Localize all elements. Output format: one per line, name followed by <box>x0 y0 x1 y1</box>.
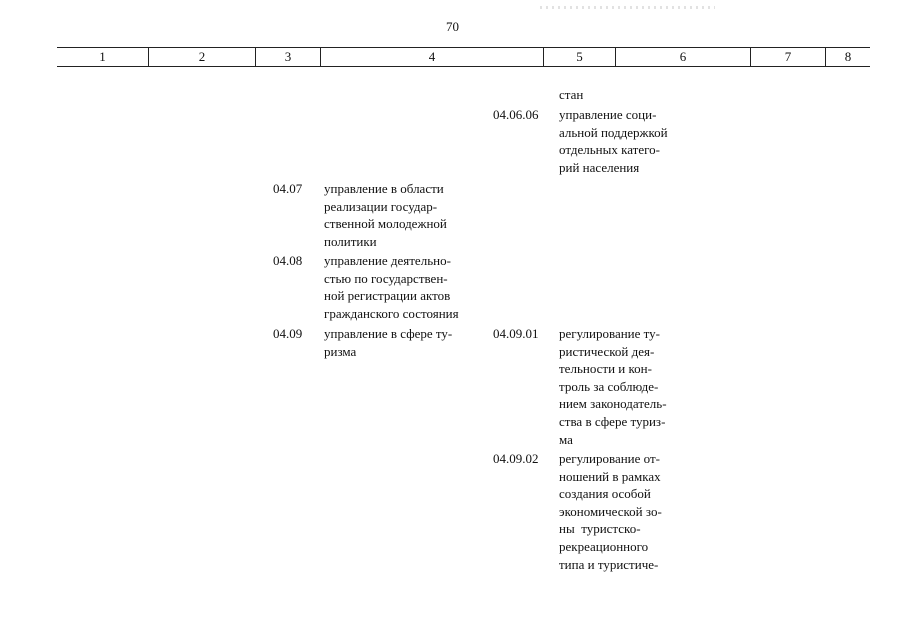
header-cell-6: 6 <box>616 48 751 66</box>
row-5-col6-line-6: типа и туристиче- <box>559 556 659 572</box>
header-cell-1: 1 <box>57 48 149 66</box>
row-2-col4-line-0: управление в области <box>324 181 444 196</box>
row-1-col6-line-3: рий населения <box>559 159 640 175</box>
row-5-col6-line-2: создания особой <box>559 486 651 502</box>
row-1-col6-line-0: управление соци- <box>559 107 657 122</box>
row-5-col6-line-1: ношений в рамках <box>559 468 661 484</box>
row-3-col4-line-2: ной регистрации актов <box>324 288 451 304</box>
row-5-col6-line-4: ны туристско- <box>559 521 641 537</box>
row-4-col6-line-1: ристической дея- <box>559 343 655 359</box>
row-4-col6-line-0: регулирование ту- <box>559 326 660 341</box>
row-2-col4-line-2: ственной молодежной <box>324 216 447 232</box>
header-cell-7: 7 <box>751 48 826 66</box>
row-2-col3-code: 04.07 <box>273 181 303 196</box>
row-5-col6-line-3: экономической зо- <box>559 503 662 519</box>
row-1-col6-line-2: отдельных катего- <box>559 142 660 158</box>
row-4-col4-line-1: ризма <box>324 343 357 359</box>
header-cell-5: 5 <box>544 48 616 66</box>
scan-noise <box>540 6 715 9</box>
row-3-col4-line-0: управление деятельно- <box>324 253 451 268</box>
row-4-col6-line-2: тельности и кон- <box>559 361 652 377</box>
row-2-col4-line-3: политики <box>324 233 377 249</box>
row-4-col4-line-0: управление в сфере ту- <box>324 326 453 341</box>
row-4-col5-code: 04.09.01 <box>493 326 539 341</box>
row-2-col4-line-1: реализации государ- <box>324 198 438 214</box>
page-number: 70 <box>446 19 459 34</box>
header-cell-4: 4 <box>321 48 544 66</box>
row-1-col5-code: 04.06.06 <box>493 107 539 122</box>
header-cell-8: 8 <box>844 49 852 64</box>
row-4-col6-line-4: нием законодатель- <box>559 396 667 412</box>
row-0-col6-line-0: стан <box>559 87 584 102</box>
row-4-col6-line-5: ства в сфере туриз- <box>559 414 666 429</box>
row-5-col6-line-5: рекреационного <box>559 539 649 554</box>
row-1-col6-line-1: альной поддержкой <box>559 124 668 140</box>
row-4-col6-line-6: ма <box>559 431 573 447</box>
header-cell-2: 2 <box>149 48 256 66</box>
row-3-col4-line-1: стью по государствен- <box>324 270 448 286</box>
row-5-col6-line-0: регулирование от- <box>559 451 660 466</box>
row-3-col3-code: 04.08 <box>273 253 303 268</box>
row-3-col4-line-3: гражданского состояния <box>324 305 459 321</box>
row-4-col6-line-3: троль за соблюде- <box>559 378 659 394</box>
column-header-row <box>57 47 870 67</box>
header-cell-3: 3 <box>256 48 321 66</box>
row-5-col5-code: 04.09.02 <box>493 451 539 466</box>
row-4-col3-code: 04.09 <box>273 326 303 341</box>
